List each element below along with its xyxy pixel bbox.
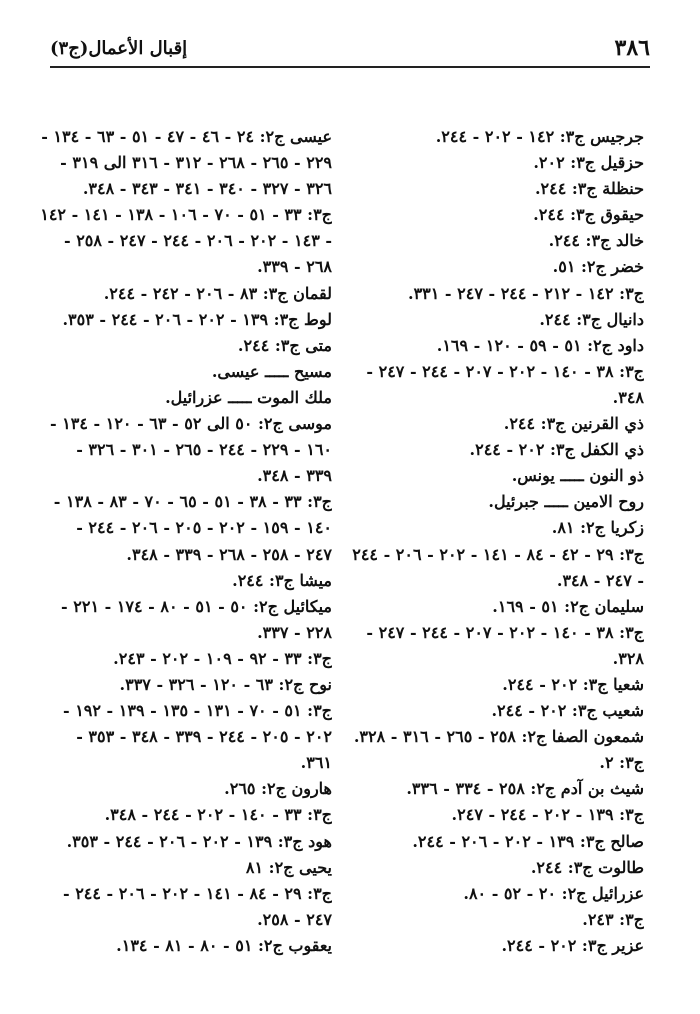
index-entry-line: ذو النون ـــــ يونس. — [511, 466, 644, 486]
index-entry-line: مسيح ـــــ عيسى. — [211, 361, 332, 381]
index-entry-line: ميشا ج٣: ٢٤٤. — [232, 570, 332, 590]
index-entry-line: ٢٠٢ - ٢٠٥ - ٢٤٤ - ٣٣٩ - ٣٤٨ - ٣٥٣ - — [76, 727, 332, 747]
index-entry-line: ٢٢٨ - ٣٣٧. — [257, 622, 332, 642]
index-entry-line: طالوت ج٣: ٢٤٤. — [530, 857, 644, 877]
index-column-left — [32, 124, 332, 959]
index-entry-line: ج٣: ٣٣ - ٥١ - ٧٠ - ١٠٦ - ١٣٨ - ١٤١ - ١٤٢ — [40, 205, 332, 225]
index-entry-line: شعيا ج٣: ٢٠٢ - ٢٤٤. — [502, 674, 644, 694]
index-entry-line: زكريا ج٢: ٨١. — [551, 518, 644, 538]
index-entry-line: ١٦٠ - ٢٢٩ - ٢٤٤ - ٢٦٥ - ٣٠١ - ٣٢٦ - — [76, 440, 332, 460]
index-entry-line: شعيب ج٣: ٢٠٢ - ٢٤٤. — [491, 701, 644, 721]
index-entry-line: ٢٤٧ - ٢٥٨. — [257, 909, 332, 929]
index-entry-line: ٣٦١. — [300, 753, 332, 773]
index-entry-line: ٣٢٨. — [612, 648, 644, 668]
index-entry-line: عزرائيل ج٢: ٢٠ - ٥٢ - ٨٠. — [463, 883, 644, 903]
index-entry-line: ملك الموت ـــــ عزرائيل. — [165, 387, 332, 407]
index-entry-line: ذي الكفل ج٣: ٢٠٢ - ٢٤٤. — [469, 440, 644, 460]
index-entry-line: حزقيل ج٣: ٢٠٢. — [533, 153, 644, 173]
index-entry-line: ج٣: ٢٤٣. — [582, 909, 644, 929]
index-entry-line: خالد ج٣: ٢٤٤. — [548, 231, 644, 251]
index-entry-line: ج٣: ٢٩ - ٤٢ - ٨٤ - ١٤١ - ٢٠٢ - ٢٠٦ - ٢٤٤ — [352, 544, 644, 564]
index-entry-line: ج٣: ٢٩ - ٨٤ - ١٤١ - ٢٠٢ - ٢٠٦ - ٢٤٤ - — [62, 883, 332, 903]
index-entry-line: - ١٤٣ - ٢٠٢ - ٢٠٦ - ٢٤٤ - ٢٤٧ - ٢٥٨ - — [63, 231, 332, 251]
index-entry-line: دانيال ج٣: ٢٤٤. — [539, 309, 644, 329]
index-entry-line: شيث بن آدم ج٢: ٢٥٨ - ٣٣٤ - ٣٣٦. — [406, 779, 644, 799]
index-entry-line: ج٣: ٣٣ - ٣٨ - ٥١ - ٦٥ - ٧٠ - ٨٣ - ١٣٨ - — [53, 492, 332, 512]
running-title: إقبال الأعمال(ج٣) — [50, 37, 188, 59]
index-entry-line: ج٣: ٣٨ - ١٤٠ - ٢٠٢ - ٢٠٧ - ٢٤٤ - ٢٤٧ - — [366, 622, 644, 642]
index-entry-line: يعقوب ج٢: ٥١ - ٨٠ - ٨١ - ١٣٤. — [116, 935, 332, 955]
index-entry-line: ج٣: ٣٨ - ١٤٠ - ٢٠٢ - ٢٠٧ - ٢٤٤ - ٢٤٧ - — [366, 361, 644, 381]
index-entry-line: ٣٢٦ - ٣٢٧ - ٣٤٠ - ٣٤١ - ٣٤٣ - ٣٤٨. — [82, 179, 332, 199]
index-entry-line: ٣٤٨. — [612, 387, 644, 407]
page-number: ٣٨٦ — [614, 35, 650, 61]
page-header — [50, 30, 650, 68]
index-entry-line: ج٣: ٥١ - ٧٠ - ١٣١ - ١٣٥ - ١٣٩ - ١٩٢ - — [62, 701, 332, 721]
index-entry-line: ١٤٠ - ١٥٩ - ٢٠٢ - ٢٠٥ - ٢٠٦ - ٢٤٤ - — [76, 518, 332, 538]
index-entry-line: ٣٣٩ - ٣٤٨. — [257, 466, 332, 486]
index-entry-line: عيسى ج٢: ٢٤ - ٤٦ - ٤٧ - ٥١ - ٦٣ - ١٣٤ - — [41, 127, 332, 146]
index-entry-line: حنظلة ج٣: ٢٤٤. — [534, 179, 644, 199]
index-entry-line: ج٣: ١٤٢ - ٢١٢ - ٢٤٤ - ٢٤٧ - ٣٣١. — [407, 283, 644, 303]
index-entry-line: صالح ج٣: ١٣٩ - ٢٠٢ - ٢٠٦ - ٢٤٤. — [412, 831, 644, 851]
index-entry-line: ج٣: ٣٣ - ٩٢ - ١٠٩ - ٢٠٢ - ٢٤٣. — [113, 648, 332, 668]
index-entry-line: - ٢٤٧ - ٣٤٨. — [556, 570, 644, 590]
index-entry-line: ج٣: ٣٣ - ١٤٠ - ٢٠٢ - ٢٤٤ - ٣٤٨. — [104, 805, 332, 825]
index-entry-line: داود ج٢: ٥١ - ٥٩ - ١٢٠ - ١٦٩. — [436, 335, 644, 355]
index-entry-line: موسى ج٢: ٥٠ الى ٥٢ - ٦٣ - ١٢٠ - ١٣٤ - — [49, 414, 332, 434]
index-entry-line: يحيى ج٢: ٨١ — [245, 857, 332, 877]
index-entry-line: حيقوق ج٣: ٢٤٤. — [533, 205, 644, 225]
index-entry-line: هارون ج٢: ٢٦٥. — [224, 779, 332, 799]
index-entry-line: ج٣: ٢. — [599, 753, 644, 773]
index-entry-line: ٢٤٧ - ٢٥٨ - ٢٦٨ - ٣٣٩ - ٣٤٨. — [126, 544, 332, 564]
index-entry-line: سليمان ج٢: ٥١ - ١٦٩. — [492, 596, 644, 616]
index-entry-line: شمعون الصفا ج٢: ٢٥٨ - ٢٦٥ - ٣١٦ - ٣٢٨. — [353, 727, 644, 747]
index-entry-line: ٢٢٩ - ٢٦٥ - ٢٦٨ - ٣١٢ - ٣١٦ الى ٣١٩ - — [60, 153, 332, 173]
index-entry-line: هود ج٣: ١٣٩ - ٢٠٢ - ٢٠٦ - ٢٤٤ - ٣٥٣. — [66, 831, 332, 851]
index-entry-line: لوط ج٣: ١٣٩ - ٢٠٢ - ٢٠٦ - ٢٤٤ - ٣٥٣. — [62, 309, 332, 329]
index-entry-line: متى ج٣: ٢٤٤. — [237, 335, 332, 355]
index-entry-line: روح الامين ـــــ جبرئيل. — [488, 492, 644, 512]
index-entry-line: ذي القرنين ج٣: ٢٤٤. — [503, 414, 644, 434]
index-entry-line: خضر ج٢: ٥١. — [552, 257, 644, 277]
index-column-right — [344, 124, 644, 959]
index-entry-line: ميكائيل ج٢: ٥٠ - ٥١ - ٨٠ - ١٧٤ - ٢٢١ - — [61, 596, 332, 616]
index-entry-line: ج٣: ١٣٩ - ٢٠٢ - ٢٤٤ - ٢٤٧. — [451, 805, 644, 825]
index-entry-line: عزير ج٣: ٢٠٢ - ٢٤٤. — [501, 935, 644, 955]
index-entry-line: لقمان ج٣: ٨٣ - ٢٠٦ - ٢٤٢ - ٢٤٤. — [103, 283, 332, 303]
index-entry-line: جرجيس ج٣: ١٤٢ - ٢٠٢ - ٢٤٤. — [435, 127, 644, 146]
index-entry-line: نوح ج٢: ٦٣ - ١٢٠ - ٣٢٦ - ٣٣٧. — [119, 674, 332, 694]
index-entry-line: ٢٦٨ - ٣٣٩. — [257, 257, 332, 277]
